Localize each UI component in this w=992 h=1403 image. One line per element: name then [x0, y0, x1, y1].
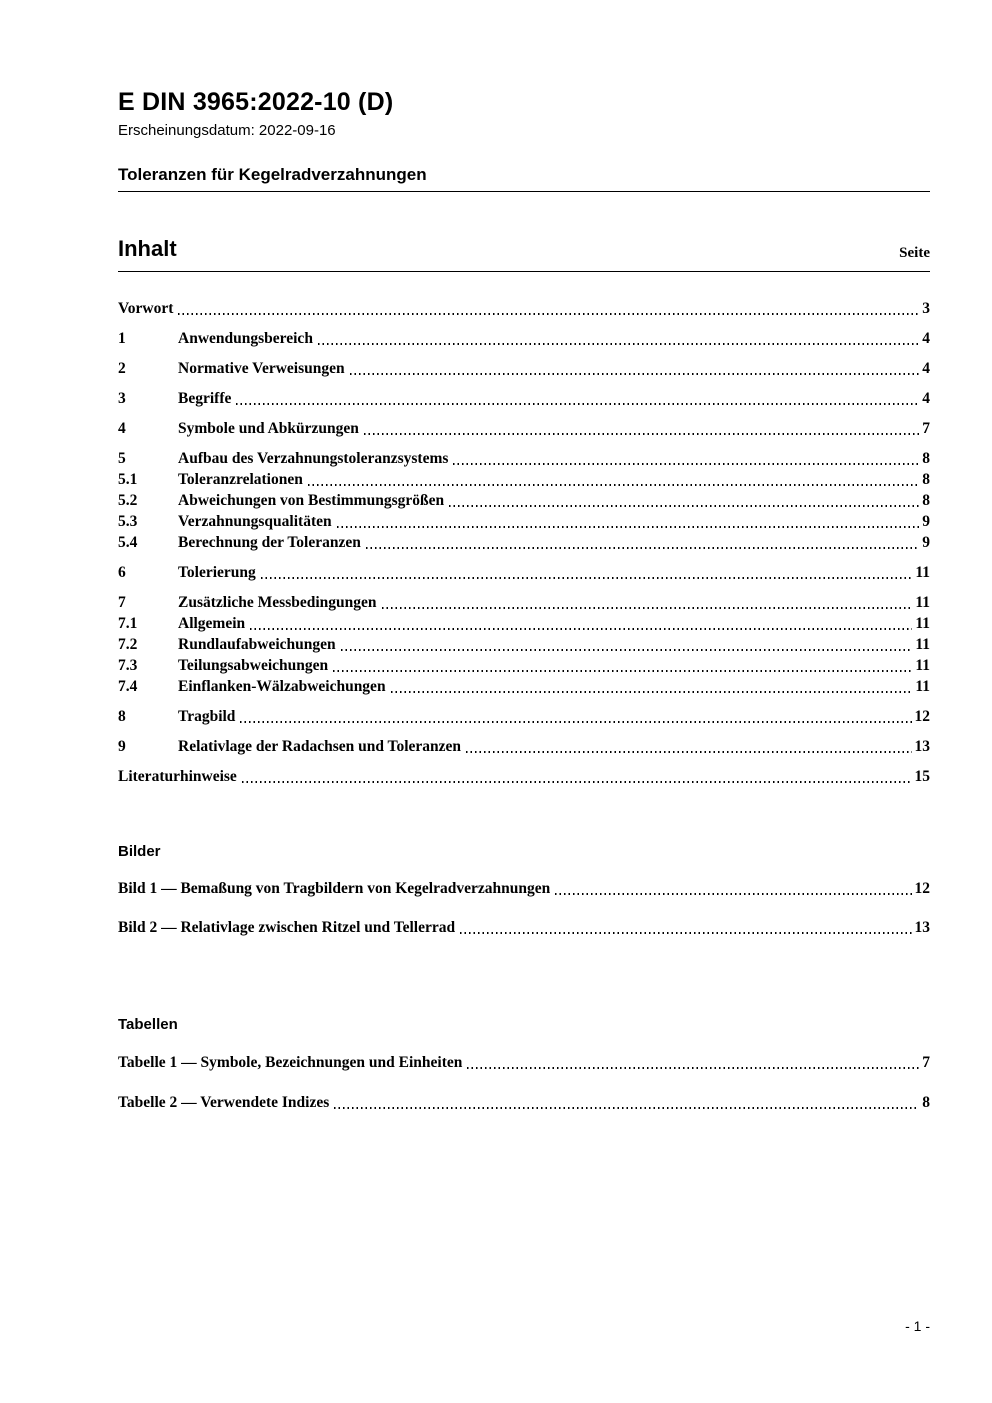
dot-leader: [453, 463, 919, 465]
dot-leader: [555, 893, 911, 895]
document-id: E DIN 3965:2022-10 (D): [118, 88, 394, 116]
dot-leader: [382, 607, 913, 609]
dot-leader: [449, 505, 919, 507]
toc-entry-number: 5: [118, 450, 126, 467]
toc-entry-page: 13: [914, 919, 930, 936]
toc-entry-title: Zusätzliche Messbedingungen: [178, 594, 377, 611]
figure-entry[interactable]: [118, 879, 930, 899]
dot-leader: [236, 403, 919, 405]
toc-entry[interactable]: [118, 593, 930, 613]
toc-entry[interactable]: [118, 512, 930, 532]
toc-entry-page: 3: [922, 300, 930, 317]
toc-entry[interactable]: [118, 419, 930, 439]
toc-entry-number: 8: [118, 708, 126, 725]
toc-entry-title: Abweichungen von Bestimmungsgrößen: [178, 492, 445, 509]
toc-entry-page: 12: [914, 708, 930, 725]
toc-entry[interactable]: [118, 449, 930, 469]
dot-leader: [466, 751, 911, 753]
figures-heading: Bilder: [118, 843, 161, 860]
toc-entry-title: Relativlage der Radachsen und Toleranzen: [178, 738, 462, 755]
toc-entry-title: Einflanken-Wälzabweichungen: [178, 678, 386, 695]
toc-entry-number: 2: [118, 360, 126, 377]
document-title: Toleranzen für Kegelradverzahnungen: [118, 165, 930, 192]
toc-entry-title: Tragbild: [178, 708, 236, 725]
toc-entry[interactable]: [118, 737, 930, 757]
toc-entry-page: 8: [922, 1094, 930, 1111]
toc-entry-page: 8: [922, 492, 930, 509]
publish-date: Erscheinungsdatum: 2022-09-16: [118, 122, 336, 139]
toc-entry-number: 4: [118, 420, 126, 437]
toc-entry-page: 11: [915, 615, 930, 632]
toc-entry-page: 15: [914, 768, 930, 785]
toc-entry[interactable]: [118, 389, 930, 409]
toc-entry-title: Literaturhinweise: [118, 768, 237, 785]
toc-entry-number: 1: [118, 330, 126, 347]
dot-leader: [333, 670, 912, 672]
toc-entry-page: 11: [915, 657, 930, 674]
toc-entry[interactable]: [118, 491, 930, 511]
toc-entry-title: Tabelle 2 — Verwendete Indizes: [118, 1094, 330, 1111]
toc-entry-page: 4: [922, 360, 930, 377]
toc-entry-page: 7: [922, 1054, 930, 1071]
toc-entry-title: Berechnung der Toleranzen: [178, 534, 361, 551]
toc-entry-title: Aufbau des Verzahnungstoleranzsystems: [178, 450, 449, 467]
table-entry[interactable]: [118, 1053, 930, 1073]
toc-entry-page: 11: [915, 594, 930, 611]
toc-entry-number: 5.2: [118, 492, 138, 509]
toc-entry-title: Begriffe: [178, 390, 232, 407]
dot-leader: [178, 313, 919, 315]
toc-entry-title: Bild 2 — Relativlage zwischen Ritzel und Tellerrad: [118, 919, 456, 936]
toc-entry[interactable]: [118, 533, 930, 553]
toc-entry-number: 9: [118, 738, 126, 755]
toc-entry-title: Bild 1 — Bemaßung von Tragbildern von Kegelradverzahnungen: [118, 880, 551, 897]
toc-entry-page: 11: [915, 564, 930, 581]
toc-entry[interactable]: [118, 614, 930, 634]
toc-entry-title: Rundlaufabweichungen: [178, 636, 336, 653]
toc-entry-number: 7.4: [118, 678, 138, 695]
toc-header: [118, 236, 930, 272]
toc-entry-number: 5.1: [118, 471, 138, 488]
toc-entry-page: 12: [914, 880, 930, 897]
page-column-label: Seite: [899, 245, 930, 261]
dot-leader: [460, 932, 911, 934]
dot-leader: [391, 691, 913, 693]
toc-entry-title: Normative Verweisungen: [178, 360, 345, 377]
toc-entry-title: Symbole und Abkürzungen: [178, 420, 359, 437]
toc-entry-title: Allgemein: [178, 615, 246, 632]
toc-entry[interactable]: [118, 563, 930, 583]
figures-list: [118, 879, 930, 938]
toc-entry-title: Teilungsabweichungen: [178, 657, 329, 674]
toc-entry[interactable]: [118, 470, 930, 490]
toc-entry-page: 11: [915, 678, 930, 695]
toc-entry-number: 3: [118, 390, 126, 407]
toc-entry-title: Vorwort: [118, 300, 174, 317]
toc-entry[interactable]: [118, 635, 930, 655]
toc-entry-number: 7.3: [118, 657, 138, 674]
toc-entry-page: 9: [922, 534, 930, 551]
dot-leader: [261, 577, 913, 579]
toc-entry-number: 7.2: [118, 636, 138, 653]
dot-leader: [250, 628, 912, 630]
toc-entry-page: 11: [915, 636, 930, 653]
toc-entry-page: 13: [914, 738, 930, 755]
toc-entry[interactable]: [118, 299, 930, 319]
toc-entry-page: 8: [922, 450, 930, 467]
toc-entry-number: 6: [118, 564, 126, 581]
toc-entry-number: 5.3: [118, 513, 138, 530]
dot-leader: [240, 721, 911, 723]
toc-entry-title: Toleranzrelationen: [178, 471, 303, 488]
dot-leader: [242, 781, 912, 783]
page-footer: [905, 1318, 930, 1334]
dot-leader: [366, 547, 919, 549]
dot-leader: [467, 1067, 919, 1069]
toc-entry-number: 7.1: [118, 615, 138, 632]
toc-entry-page: 8: [922, 471, 930, 488]
dot-leader: [341, 649, 913, 651]
dot-leader: [337, 526, 920, 528]
toc-heading: Inhalt: [118, 236, 177, 261]
toc-entry-number: 5.4: [118, 534, 138, 551]
toc-entry-number: 7: [118, 594, 126, 611]
dot-leader: [318, 343, 919, 345]
toc-entry[interactable]: [118, 767, 930, 787]
toc-entry-title: Tolerierung: [178, 564, 256, 581]
page-number: - 1 -: [905, 1318, 930, 1334]
toc-entry[interactable]: [118, 656, 930, 676]
toc-entry-page: 4: [922, 390, 930, 407]
toc-entry[interactable]: [118, 359, 930, 379]
toc-entry-page: 9: [922, 513, 930, 530]
dot-leader: [350, 373, 920, 375]
tables-heading: Tabellen: [118, 1016, 178, 1033]
figure-entry[interactable]: [118, 918, 930, 938]
tables-list: [118, 1053, 930, 1113]
dot-leader: [334, 1107, 919, 1109]
toc-entry[interactable]: [118, 707, 930, 727]
table-entry[interactable]: [118, 1093, 930, 1113]
toc-entry-title: Verzahnungsqualitäten: [178, 513, 332, 530]
toc-entry[interactable]: [118, 677, 930, 697]
toc-entry-title: Tabelle 1 — Symbole, Bezeichnungen und Einheiten: [118, 1054, 463, 1071]
table-of-contents: [118, 299, 930, 787]
toc-entry[interactable]: [118, 329, 930, 349]
toc-entry-page: 7: [922, 420, 930, 437]
toc-entry-title: Anwendungsbereich: [178, 330, 313, 347]
dot-leader: [308, 484, 919, 486]
dot-leader: [364, 433, 919, 435]
toc-entry-page: 4: [922, 330, 930, 347]
